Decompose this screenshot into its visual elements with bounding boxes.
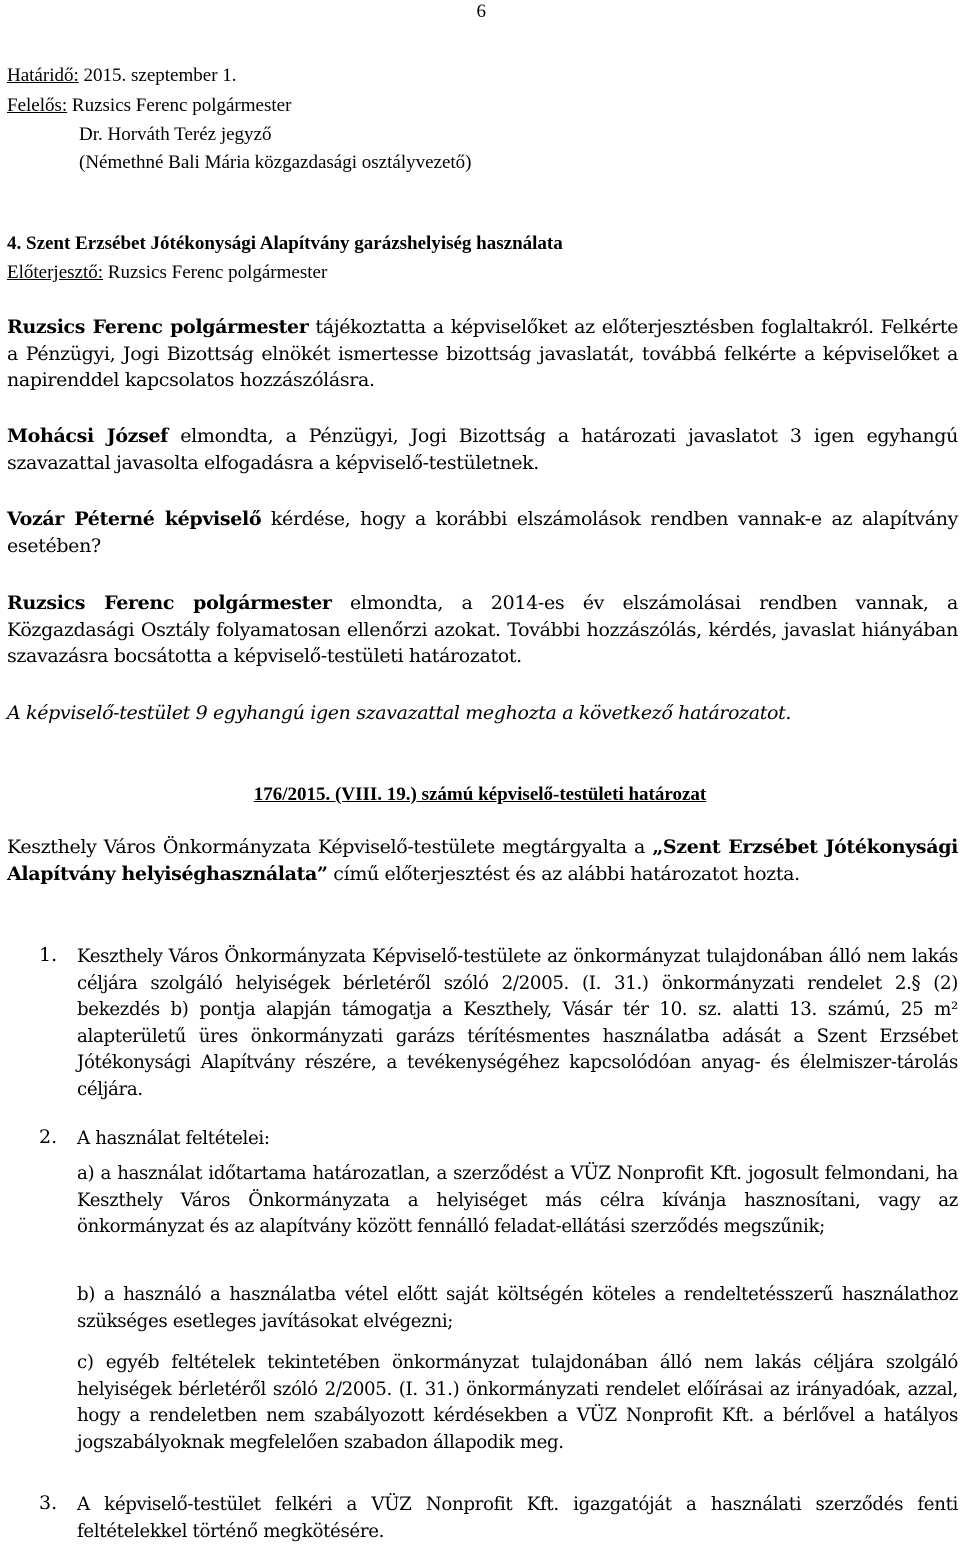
responsible-department-head: (Némethné Bali Mária közgazdasági osztályvezető) [79,152,472,173]
paragraph-committee-chair [7,423,958,476]
deadline-value: 2015. szeptember 1. [78,65,237,86]
resolution-intro: Keszthely Város Önkormányzata Képviselő-testülete megtárgyalta a „Szent Erzsébet Jótékonysági Alapítvány helyiséghasználata” című előterjesztést és az alábbi határozatot hozta. [7,836,958,885]
paragraph-text: elmondta, a 2014-es év elszámolásai rendben vannak, a Közgazdasági Osztály folyamatosan ellenőrzi azokat. További hozzászólás, kérdés, javaslat hiányában szavazásra bocsátotta a képviselő-testületi határozatot. [7,592,958,667]
paragraph-text: kérdése, hogy a korábbi elszámolások rendben vannak-e az alapítvány esetében? [7,508,959,557]
paragraph-question [7,506,958,559]
presenter-line [7,261,327,284]
deadline-line [7,64,237,87]
document-page: 6 Határidő: 2015. szeptember 1. Felelős: Ruzsics Ferenc polgármester Dr. Horváth Teréz jegyző (Némethné Bali Mária közgazdasági osztályvezető) 4. Szent Erzsébet Jótékonysági Alapítvány garázshelyiség használata Előterjesztő: Ruzsics Ferenc polgármester Ruzsics Ferenc polgármester tájékoztatta a képviselőket az előterjesztésben foglaltakról. Felkérte a Pénzügyi, Jogi Bizottság elnökét ismertesse bizottság javaslatát, továbbá felkérte a képviselőket a napirenddel kapcsolatos hozzászólásra. Mohácsi József elmondta, a Pénzügyi, Jogi Bizottság a határozati javaslatot 3 igen egyhangú szavazattal javasolta elfogadásra a képviselő-testületnek. Vozár Péterné képviselő kérdése, hogy a korábbi elszámolások rendben vannak-e az alapítvány esetében? Ruzsics Ferenc polgármester elmondta, a 2014-es év elszámolásai rendben vannak, a Közgazdasági Osztály folyamatosan ellenőrzi azokat. További hozzászólás, kérdés, javaslat hiányában szavazásra bocsátotta a képviselő-testületi határozatot. A képviselő-testület 9 egyhangú igen szavazattal meghozta a következő határozatot. 176/2015. (VIII. 19.) számú képviselő-testületi határozat Keszthely Város Önkormányzata Képviselő-testülete megtárgyalta a „Szent Erzsébet Jótékonysági Alapítvány helyiséghasználata” című előterjesztést és az alábbi határozatot hozta. 1. Keszthely Város Önkormányzata Képviselő-testülete az önkormányzat tulajdonában álló nem lakás céljára szolgáló helyiségek bérletéről szóló 2/2005. (I. 31.) önkormányzati rendelet 2.§ (2) bekezdés b) pontja alapján támogatja a Keszthely, Vásár tér 10. sz. alatti 13. számú, 25 m² alapterületű üres önkormányzati garázs térítésmentes használatba adását a Szent Erzsébet Jótékonysági Alapítvány részére, a tevékenységéhez kapcsolódóan anyag- és élelmiszer-tárolás céljára. 2. A használat feltételei: 3. A képviselő-testület felkéri a VÜZ Nonprofit Kft. igazgatóját a használati szerződés fenti feltételekkel történő megkötésére. a) a használat időtartama határozatlan, a szerződést a VÜZ Nonprofit Kft. jogosult felmondani, ha Keszthely Város Önkormányzata a helyiséget más célra kívánja hasznosítani, vagy az önkormányzat és az alapítvány között fennálló feladat-ellátási szerződés megszűnik; b) a használó a használatba vétel előtt saját költségén köteles a rendeltetésszerű használathoz szükséges esetleges javításokat elvégezni; c) egyéb feltételek tekintetében önkormányzat tulajdonában álló nem lakás céljára szolgáló helyiségek bérletéről szóló 2/2005. (I. 31.) önkormányzati rendelet előírásai az irányadóak, azzal, hogy a rendeletben nem szabályozott kérdésekben a VÜZ Nonprofit Kft. a bérlővel a hatályos jogszabályoknak megfelelően szabadon állapodik meg. [0,0,960,1528]
paragraph-text: elmondta, a Pénzügyi, Jogi Bizottság a határozati javaslatot 3 igen egyhangú szavazattal javasolta elfogadásra a képviselő-testületnek. [7,425,958,474]
proposal-title: „Szent Erzsébet Jótékonysági Alapítvány helyiséghasználata” [7,836,958,885]
speaker-name: Ruzsics Ferenc polgármester [7,316,309,338]
page-number: 6 [476,1,486,22]
speaker-name: Vozár Péterné képviselő [7,508,262,530]
condition-c: c) egyéb feltételek tekintetében önkormányzat tulajdonában álló nem lakás céljára szolgáló helyiségek bérletéről szóló 2/2005. (I. 31.) önkormányzati rendelet előírásai az irányadóak, azzal, hogy a rendeletben nem szabályozott kérdésekben a VÜZ Nonprofit Kft. a bérlővel a hatályos jogszabályoknak megfelelően szabadon állapodik meg. [77,1352,958,1453]
speaker-name: Mohácsi József [7,425,169,447]
agenda-item-title: 4. Szent Erzsébet Jótékonysági Alapítvány garázshelyiség használata [7,233,563,254]
responsible-mayor: Ruzsics Ferenc polgármester [67,95,292,116]
paragraph-mayor-info [7,314,958,394]
condition-a: a) a használat időtartama határozatlan, a szerződést a VÜZ Nonprofit Kft. jogosult felmondani, ha Keszthely Város Önkormányzata a helyiséget más célra kívánja hasznosítani, vagy az önkormányzat és az alapítvány között fennálló feladat-ellátási szerződés megszűnik; [77,1163,958,1237]
deadline-label: Határidő: [7,65,79,86]
paragraph-mayor-answer [7,590,958,670]
condition-b: b) a használó a használatba vétel előtt saját költségén köteles a rendeltetésszerű használathoz szükséges esetleges javításokat elvégezni; [77,1284,958,1332]
speaker-name: Ruzsics Ferenc polgármester [7,592,332,614]
responsible-label: Felelős: [7,95,68,116]
vote-result: A képviselő-testület 9 egyhangú igen szavazattal meghozta a következő határozatot. [7,702,792,724]
presenter-value: Ruzsics Ferenc polgármester [103,262,328,283]
responsible-line [7,94,291,117]
presenter-label: Előterjesztő: [7,262,104,283]
resolution-title: 176/2015. (VIII. 19.) számú képviselő-testületi határozat [253,784,707,805]
responsible-notary: Dr. Horváth Teréz jegyző [79,124,272,145]
paragraph-text: tájékoztatta a képviselőket az előterjesztésben foglaltakról. Felkérte a Pénzügyi, Jogi Bizottság elnökét ismertesse bizottság javaslatát, továbbá felkérte a képviselőket a napirenddel kapcsolatos hozzászólásra. [7,316,959,391]
